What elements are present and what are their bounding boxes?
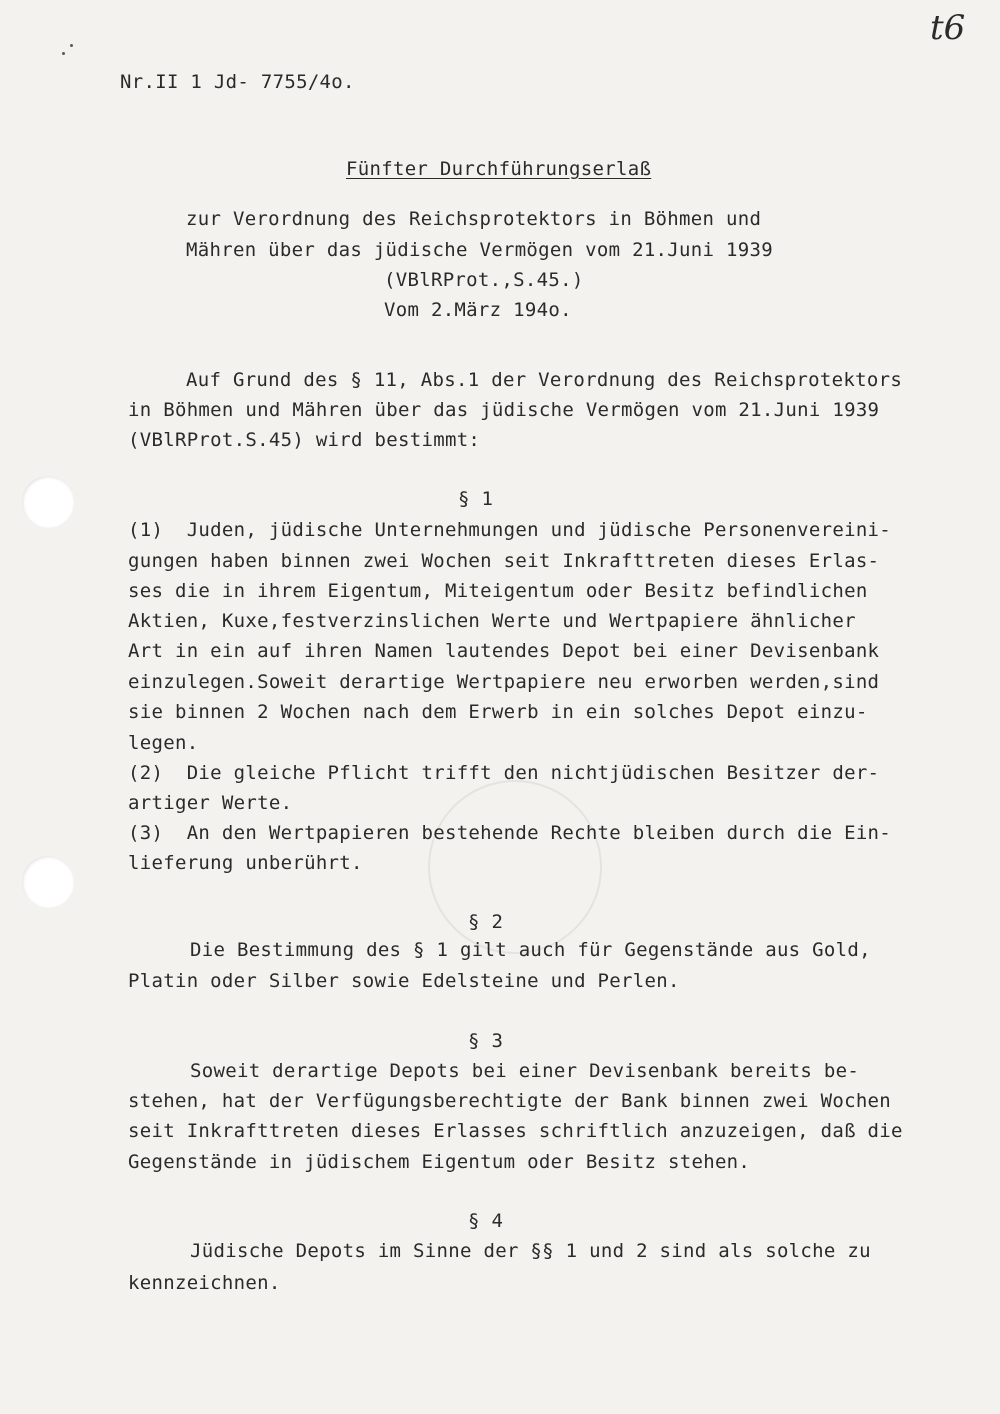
reference-number: Nr.II 1 Jd- 7755/4o.: [120, 71, 355, 93]
section-line: legen.: [128, 732, 199, 754]
section-line: Soweit derartige Depots bei einer Devisenbank bereits be-: [190, 1060, 860, 1082]
subtitle-line: Mähren über das jüdische Vermögen vom 21.Juni 1939: [186, 239, 773, 261]
section-line: einzulegen.Soweit derartige Wertpapiere neu erworben werden,sind: [128, 671, 880, 693]
section-line: (1) Juden, jüdische Unternehmungen und jüdische Personenvereini-: [128, 519, 892, 541]
document-title: Fünfter Durchführungserlaß: [346, 158, 652, 180]
handwritten-page-mark: t6: [930, 8, 966, 48]
ink-speck: [62, 52, 65, 55]
section-heading: § 2: [468, 911, 504, 933]
preamble-line: Auf Grund des § 11, Abs.1 der Verordnung des Reichsprotektors: [186, 369, 903, 391]
faint-stamp-impression: [428, 780, 602, 954]
section-line: artiger Werte.: [128, 792, 293, 814]
section-line: ses die in ihrem Eigentum, Miteigentum oder Besitz befindlichen: [128, 580, 868, 602]
section-line: lieferung unberührt.: [128, 852, 363, 874]
subtitle-line: zur Verordnung des Reichsprotektors in Böhmen und: [186, 208, 762, 230]
preamble-line: (VBlRProt.S.45) wird bestimmt:: [128, 429, 481, 451]
section-line: seit Inkrafttreten dieses Erlasses schriftlich anzuzeigen, daß die: [128, 1120, 903, 1142]
subtitle-line: (VBlRProt.,S.45.): [384, 269, 584, 291]
section-line: sie binnen 2 Wochen nach dem Erwerb in ein solches Depot einzu-: [128, 701, 868, 723]
section-heading: § 1: [458, 488, 494, 510]
section-line: kennzeichnen.: [128, 1272, 281, 1294]
subtitle-line: Vom 2.März 194o.: [384, 299, 572, 321]
section-line: gungen haben binnen zwei Wochen seit Inkrafttreten dieses Erlas-: [128, 550, 880, 572]
section-line: stehen, hat der Verfügungsberechtigte der Bank binnen zwei Wochen: [128, 1090, 892, 1112]
section-line: Gegenstände in jüdischem Eigentum oder Besitz stehen.: [128, 1151, 751, 1173]
punch-hole-top: [22, 476, 74, 528]
section-line: Aktien, Kuxe,festverzinslichen Werte und Wertpapiere ähnlicher: [128, 610, 856, 632]
section-line: Die Bestimmung des § 1 gilt auch für Gegenstände aus Gold,: [190, 939, 871, 961]
ink-speck: [70, 44, 73, 47]
preamble-line: in Böhmen und Mähren über das jüdische Vermögen vom 21.Juni 1939: [128, 399, 880, 421]
section-line: Platin oder Silber sowie Edelsteine und Perlen.: [128, 970, 680, 992]
section-line: Jüdische Depots im Sinne der §§ 1 und 2 sind als solche zu: [190, 1240, 871, 1262]
section-line: (3) An den Wertpapieren bestehende Rechte bleiben durch die Ein-: [128, 822, 892, 844]
section-line: (2) Die gleiche Pflicht trifft den nichtjüdischen Besitzer der-: [128, 762, 880, 784]
section-heading: § 3: [468, 1030, 504, 1052]
section-line: Art in ein auf ihren Namen lautendes Depot bei einer Devisenbank: [128, 640, 880, 662]
punch-hole-bottom: [22, 856, 74, 908]
section-heading: § 4: [468, 1210, 504, 1232]
